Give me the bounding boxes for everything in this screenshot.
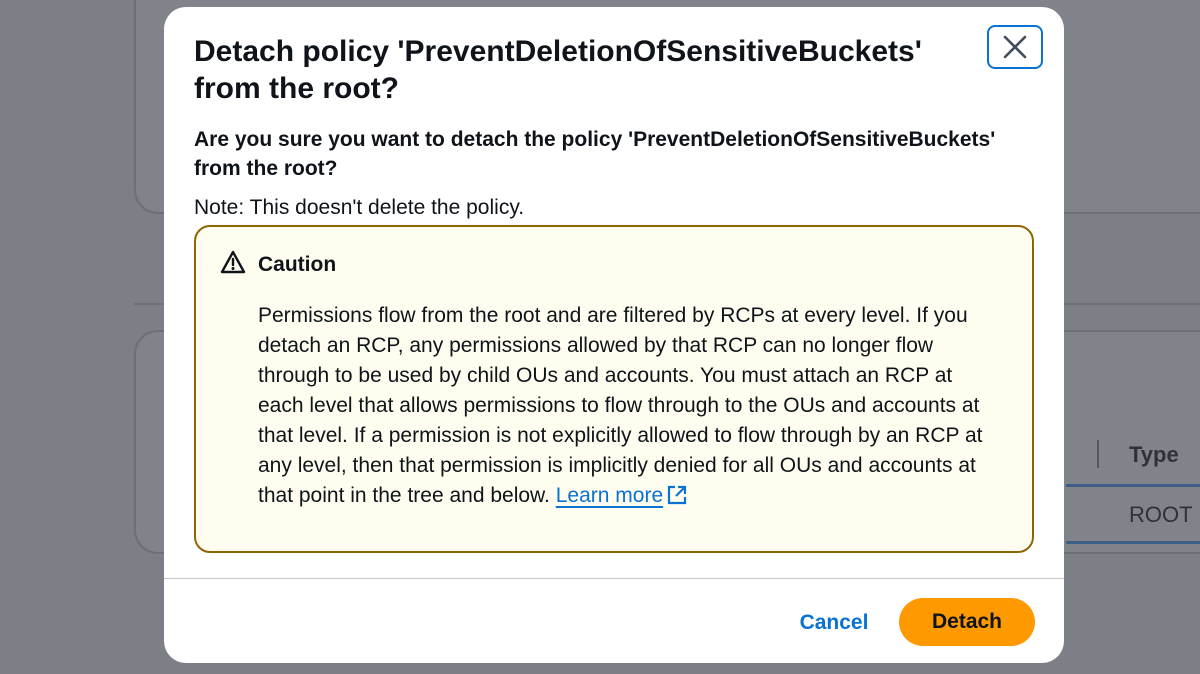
- modal-title: Detach policy 'PreventDeletionOfSensitiveBuckets' from the root?: [194, 35, 922, 105]
- cancel-button[interactable]: Cancel: [784, 603, 884, 643]
- detach-policy-modal: [164, 7, 1064, 663]
- table-row-selected-top: [1066, 484, 1200, 487]
- table-row-selected-bottom: [1066, 541, 1200, 544]
- learn-more-link[interactable]: [556, 484, 663, 507]
- close-icon: [1002, 34, 1028, 60]
- close-button[interactable]: [987, 25, 1043, 69]
- table-header-type: Type: [1129, 442, 1179, 467]
- confirmation-question: Are you sure you want to detach the policy 'PreventDeletionOfSensitiveBuckets' from the root?: [194, 128, 996, 180]
- table-column-separator: [1097, 440, 1099, 468]
- confirmation-note: Note: This doesn't delete the policy.: [194, 196, 525, 219]
- alert-body-text: Permissions flow from the root and are filtered by RCPs at every level. If you detach an RCP, any permissions allowed by that RCP can no longer flow through to be used by child OUs and accounts. You must attach an RCP at each level that allows permissions to flow through to the OUs and accounts at that level. If a permission is not explicitly allowed to flow through by an RCP at any level, then that permission is implicitly denied for all OUs and accounts at that point in the tree and below.: [258, 304, 983, 507]
- caution-alert: [194, 225, 1034, 553]
- warning-icon: [220, 249, 246, 275]
- detach-button[interactable]: Detach: [899, 598, 1035, 646]
- alert-header: Caution: [258, 253, 337, 276]
- external-link-icon[interactable]: [667, 485, 687, 505]
- alert-body: [258, 301, 998, 511]
- learn-more-label: Learn more: [555, 484, 664, 507]
- modal-footer-divider: [164, 578, 1064, 579]
- table-cell-type: ROOT: [1129, 502, 1193, 527]
